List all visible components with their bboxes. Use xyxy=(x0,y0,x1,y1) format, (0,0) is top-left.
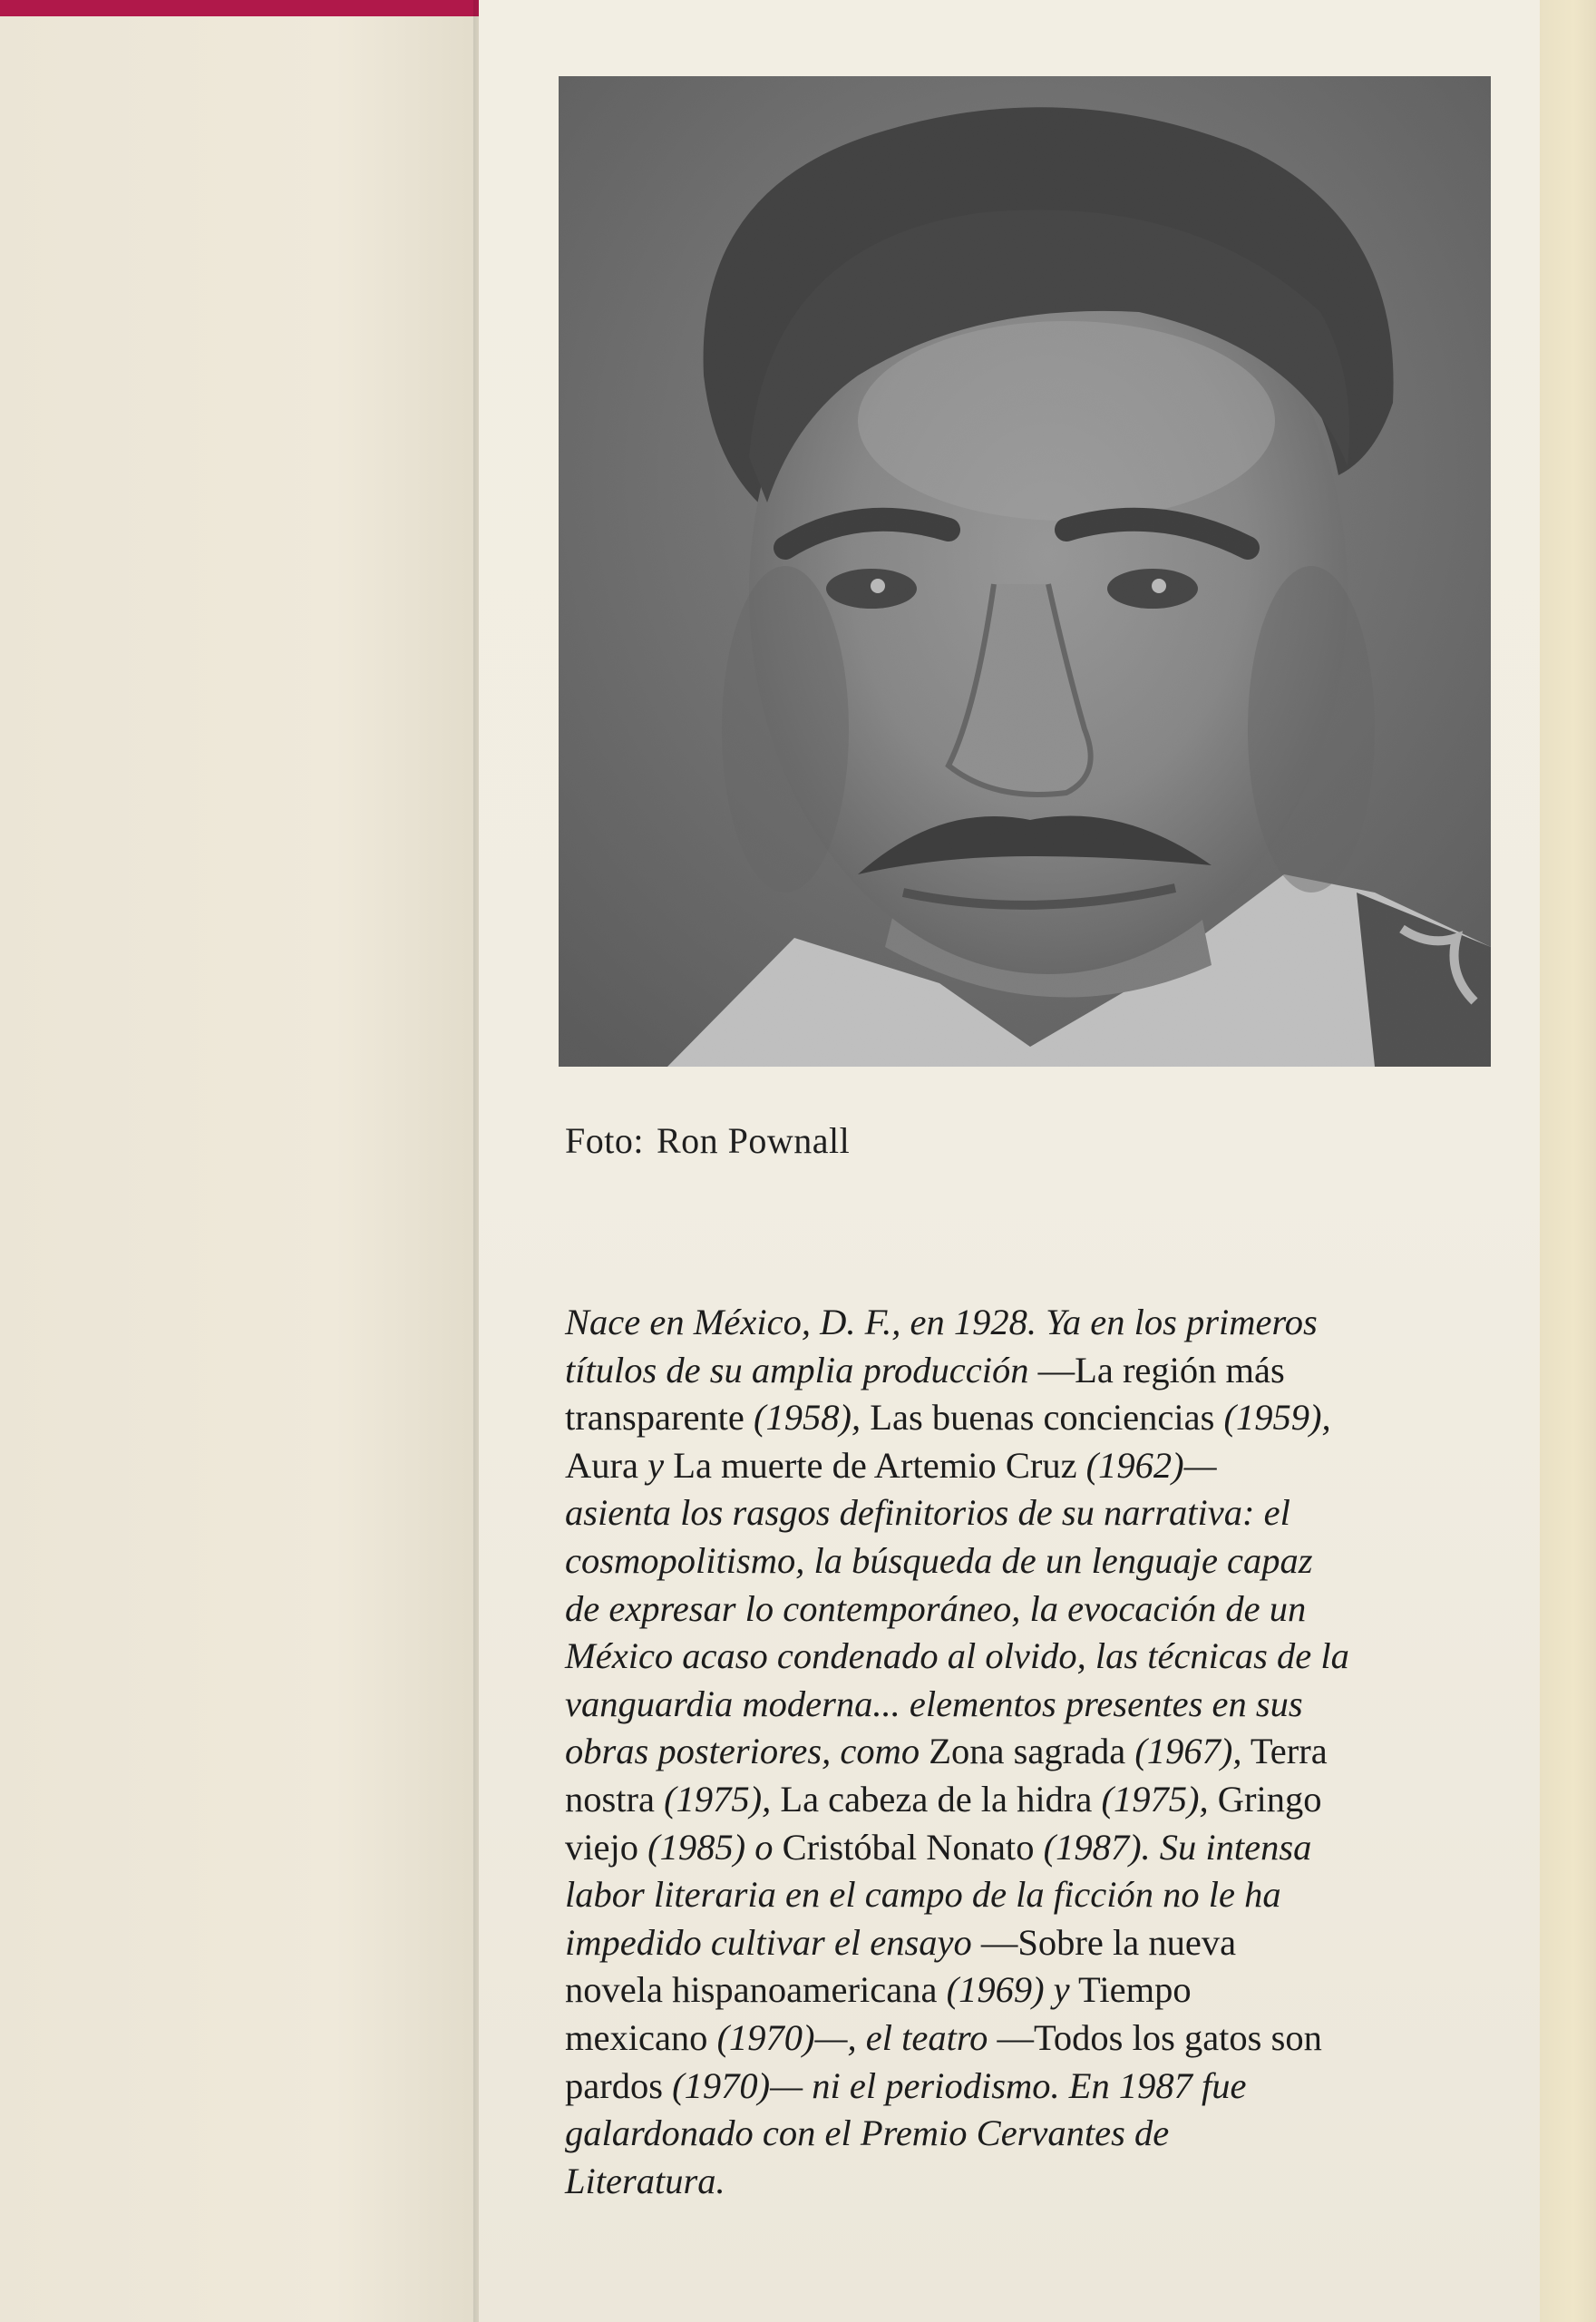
bio-line xyxy=(565,2063,1526,2111)
bio-text-italic: vanguardia moderna... elementos presentes en sus xyxy=(565,1683,1303,1724)
author-biography xyxy=(565,1299,1526,2205)
bio-text-title: —Todos los gatos son xyxy=(988,2016,1322,2058)
bio-line xyxy=(565,1585,1526,1634)
bio-line xyxy=(565,1489,1526,1537)
bio-text-italic: Nace en México, D. F., en 1928. Ya en los primeros xyxy=(565,1302,1318,1342)
bio-line xyxy=(565,1728,1526,1776)
bio-text-title: —La región más xyxy=(1028,1349,1285,1390)
bio-line xyxy=(565,1442,1526,1490)
bio-text-title: Tiempo xyxy=(1069,1969,1192,2011)
bio-line xyxy=(565,2015,1526,2063)
bio-text-title: —Sobre la nueva xyxy=(971,1921,1237,1963)
author-portrait-image xyxy=(559,76,1491,1067)
bio-text-italic: (1970)— ni el periodismo. En 1987 fue xyxy=(672,2064,1247,2106)
bio-text-italic: (1959), xyxy=(1223,1397,1331,1439)
bio-text-italic: obras posteriores, como xyxy=(565,1731,920,1772)
bio-line xyxy=(565,1299,1526,1347)
bio-text-title: mexicano xyxy=(565,2016,717,2058)
bio-text-italic: (1969) y xyxy=(946,1969,1070,2011)
bio-text-title: Zona sagrada xyxy=(920,1731,1135,1772)
bio-text-italic: (1967), xyxy=(1134,1731,1242,1772)
bio-text-title: La cabeza de la hidra xyxy=(771,1778,1102,1820)
bio-text-title: transparente xyxy=(565,1397,754,1439)
caption-label: Foto: xyxy=(565,1120,644,1161)
bio-text-title: novela hispanoamericana xyxy=(565,1969,947,2011)
bio-text-italic: cosmopolitismo, la búsqueda de un lenguaje capaz xyxy=(565,1539,1313,1581)
bio-line xyxy=(565,1966,1526,2015)
author-photo xyxy=(559,76,1491,1067)
bio-text-italic: (1975), xyxy=(1101,1778,1209,1820)
bio-line xyxy=(565,1824,1526,1872)
bio-line xyxy=(565,1347,1526,1395)
bio-text-title: viejo xyxy=(565,1826,648,1868)
bio-text-italic: (1985) o xyxy=(647,1826,774,1868)
bio-text-italic: de expresar lo contemporáneo, la evocación de un xyxy=(565,1587,1307,1629)
bio-line xyxy=(565,1394,1526,1442)
bio-text-title: nostra xyxy=(565,1778,665,1820)
photo-caption xyxy=(565,1116,1472,1166)
bio-text-italic: México acaso condenado al olvido, las técnicas de la xyxy=(565,1635,1349,1677)
bio-text-italic: asienta los rasgos definitorios de su narrativa: el xyxy=(565,1492,1290,1534)
top-color-band xyxy=(0,0,479,16)
bio-line xyxy=(565,2158,1526,2206)
bio-text-italic: (1987). Su intensa xyxy=(1043,1826,1312,1868)
bio-line xyxy=(565,1776,1526,1824)
bio-line xyxy=(565,2110,1526,2158)
page-right-edge xyxy=(1540,0,1596,2322)
bio-text-title: Las buenas conciencias xyxy=(861,1397,1224,1439)
bio-text-italic: (1958), xyxy=(754,1397,861,1439)
bio-text-italic: labor literaria en el campo de la ficción no le ha xyxy=(565,1874,1281,1916)
left-page xyxy=(0,0,479,2322)
bio-text-title: Aura xyxy=(565,1444,648,1486)
bio-text-italic: (1975), xyxy=(664,1778,772,1820)
bio-text-italic: (1970)—, el teatro xyxy=(716,2016,988,2058)
bio-text-title: Terra xyxy=(1241,1731,1328,1772)
bio-line xyxy=(565,1633,1526,1681)
bio-text-title: La muerte de Artemio Cruz xyxy=(664,1444,1086,1486)
bio-text-italic: Literatura. xyxy=(565,2160,725,2201)
bio-text-title: Cristóbal Nonato xyxy=(773,1826,1044,1868)
bio-line xyxy=(565,1681,1526,1729)
bio-line xyxy=(565,1919,1526,1967)
bio-text-title: Gringo xyxy=(1208,1778,1322,1820)
bio-text-italic: (1962)— xyxy=(1085,1444,1217,1486)
bio-text-title: pardos xyxy=(565,2064,673,2106)
bio-text-italic: y xyxy=(647,1444,665,1486)
bio-text-italic: impedido cultivar el ensayo xyxy=(565,1921,972,1963)
bio-text-italic: títulos de su amplia producción xyxy=(565,1349,1029,1390)
photographer-name: Ron Pownall xyxy=(656,1120,851,1161)
bio-line xyxy=(565,1537,1526,1585)
bio-text-italic: galardonado con el Premio Cervantes de xyxy=(565,2112,1170,2154)
bio-line xyxy=(565,1871,1526,1919)
